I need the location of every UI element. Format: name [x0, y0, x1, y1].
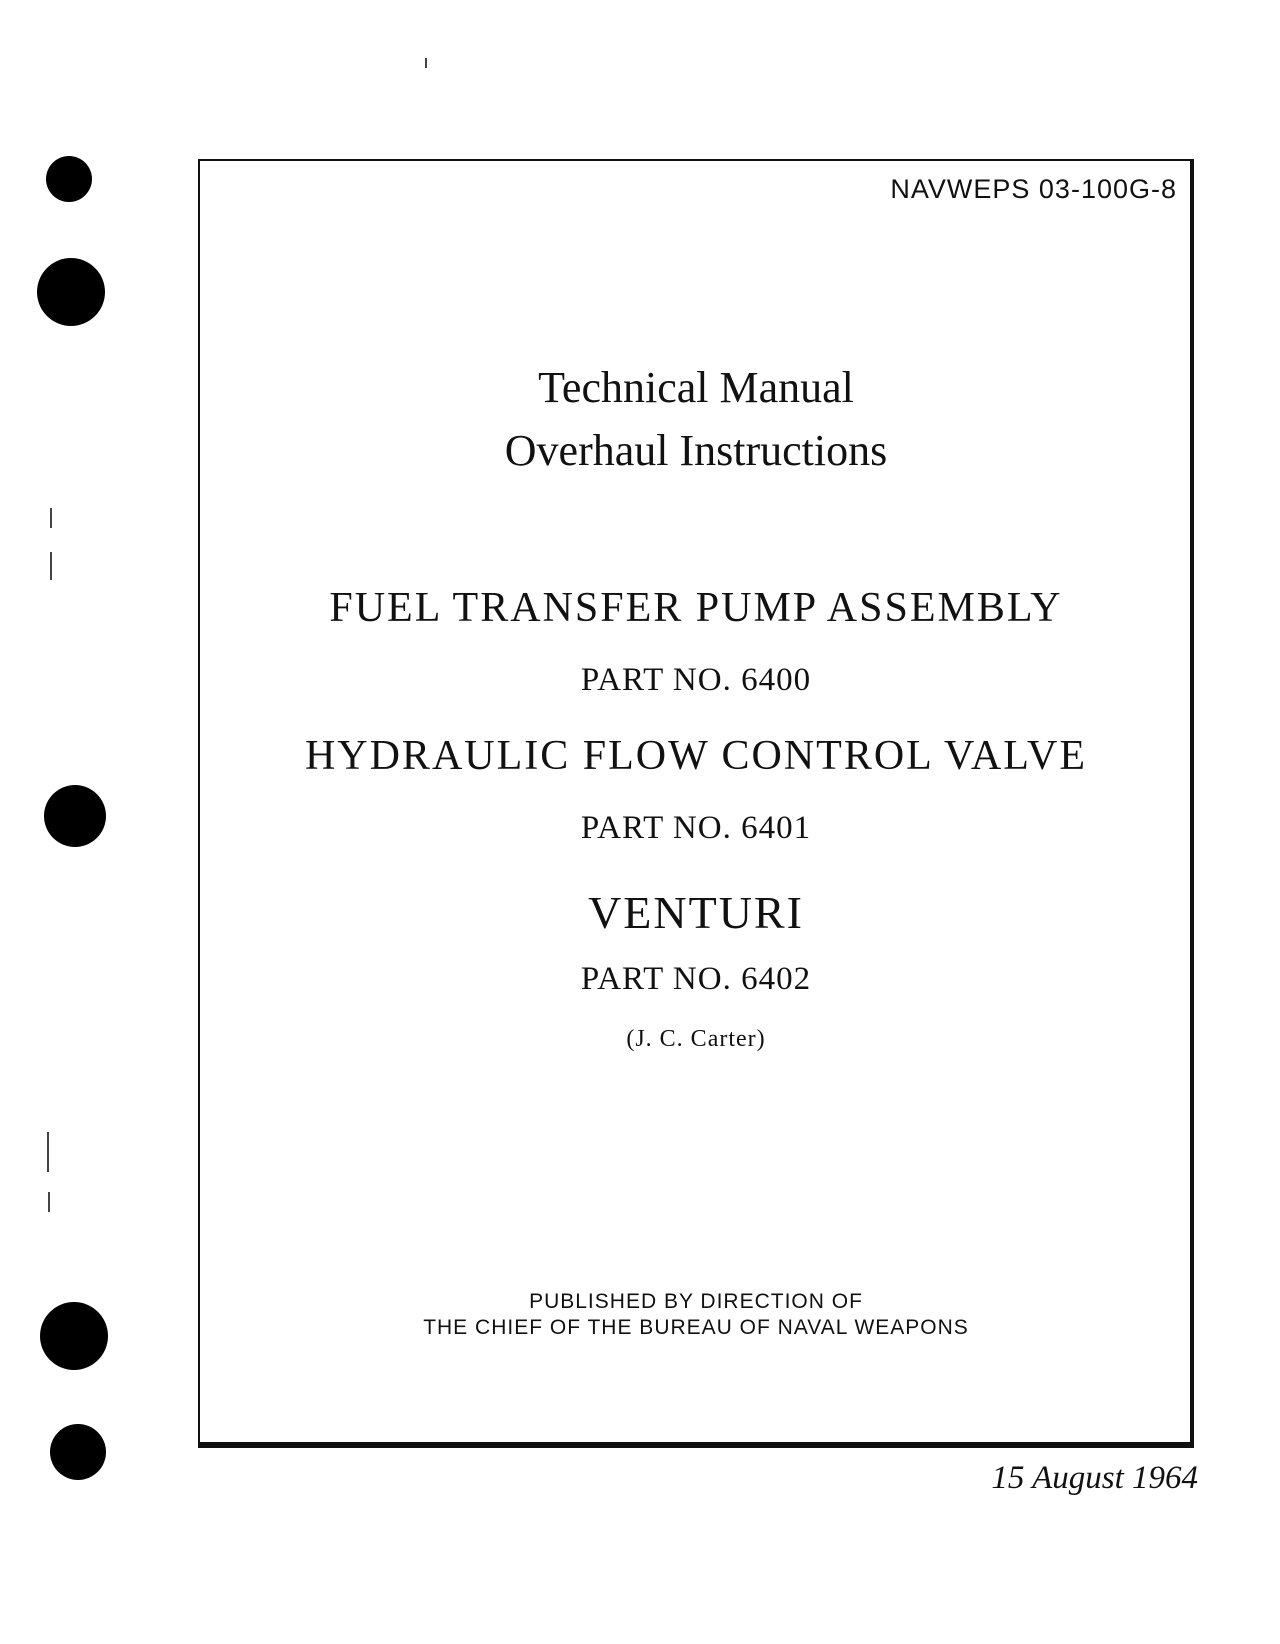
scan-mark: [48, 1192, 50, 1212]
item-name-venturi: VENTURI: [588, 887, 804, 938]
item-part-number: PART NO. 6402: [580, 961, 812, 997]
document-number: NAVWEPS 03-100G-8: [890, 174, 1177, 204]
scan-mark: [50, 552, 52, 580]
author: (J. C. Carter): [626, 1026, 766, 1052]
manual-title: Technical Manual: [538, 363, 854, 412]
item-part-number: PART NO. 6401: [580, 810, 812, 846]
punch-hole: [37, 258, 105, 326]
punch-hole: [50, 1424, 106, 1480]
scan-mark: [425, 58, 427, 68]
item-name-fuel-transfer-pump: FUEL TRANSFER PUMP ASSEMBLY: [329, 585, 1063, 631]
manual-subtitle: Overhaul Instructions: [504, 426, 888, 475]
publisher-line: THE CHIEF OF THE BUREAU OF NAVAL WEAPONS: [423, 1316, 969, 1339]
punch-hole: [40, 1302, 108, 1370]
item-part-number: PART NO. 6400: [580, 662, 812, 698]
publication-date: 15 August 1964: [991, 1460, 1198, 1496]
punch-hole: [44, 785, 106, 847]
item-name-hydraulic-flow-control-valve: HYDRAULIC FLOW CONTROL VALVE: [304, 733, 1088, 779]
page-border-frame: [198, 159, 1194, 1448]
scan-mark: [50, 508, 52, 528]
publisher-line: PUBLISHED BY DIRECTION OF: [529, 1290, 863, 1313]
punch-hole: [46, 156, 92, 202]
scan-mark: [47, 1132, 49, 1172]
